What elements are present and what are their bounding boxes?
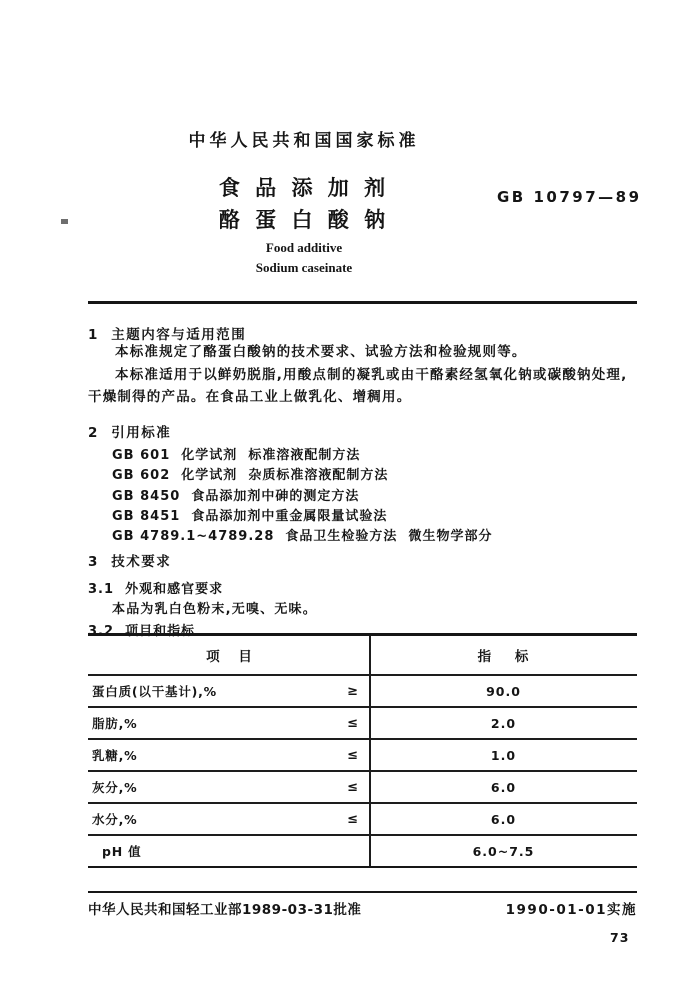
table-header-row bbox=[88, 636, 637, 676]
reference-item: GB 8450 食品添加剂中砷的测定方法 bbox=[112, 488, 360, 504]
table-row bbox=[88, 772, 637, 804]
comparator-symbol: ≤ bbox=[347, 811, 358, 827]
item-value: 6.0~7.5 bbox=[472, 843, 535, 859]
title-cn-line1: 食 品 添 加 剂 bbox=[218, 176, 390, 200]
spec-table bbox=[88, 633, 637, 868]
section-3-1-heading: 3.1 外观和感官要求 bbox=[88, 582, 224, 597]
reference-list bbox=[112, 446, 632, 547]
section-1-body bbox=[88, 341, 642, 409]
section-1-heading: 1 主题内容与适用范围 bbox=[88, 327, 247, 343]
section-2-heading: 2 引用标准 bbox=[88, 425, 172, 441]
reference-item: GB 602 化学试剂 杂质标准溶液配制方法 bbox=[112, 468, 389, 484]
comparator-symbol: ≤ bbox=[347, 779, 358, 795]
reference-item: GB 8451 食品添加剂中重金属限量试验法 bbox=[112, 508, 388, 524]
section-3-1-text: 本品为乳白色粉末,无嗅、无味。 bbox=[112, 602, 317, 617]
section-1-paragraph-1: 本标准规定了酪蛋白酸钠的技术要求、试验方法和检验规则等。 bbox=[115, 344, 527, 360]
table-header-value: 指 标 bbox=[477, 649, 530, 665]
table-row bbox=[88, 676, 637, 708]
section-1-paragraph-2: 本标准适用于以鲜奶脱脂,用酸点制的凝乳或由干酪素经氢氧化钠或碳酸钠处理,干燥制得的产品。在食品工业上做乳化、增稠用。 bbox=[88, 366, 628, 405]
item-label: 水分,% bbox=[92, 812, 138, 827]
item-value: 90.0 bbox=[486, 683, 521, 699]
item-value: 2.0 bbox=[490, 715, 517, 731]
item-label: 脂肪,% bbox=[92, 716, 138, 731]
header-divider-rule bbox=[88, 301, 637, 304]
title-en-line1: Food additive bbox=[265, 240, 343, 255]
standard-number: GB 10797—89 bbox=[497, 188, 642, 206]
title-en-line2: Sodium caseinate bbox=[255, 260, 353, 275]
footer-divider-rule bbox=[88, 891, 637, 893]
document-title-cn bbox=[88, 172, 520, 236]
table-row bbox=[88, 804, 637, 836]
item-label: 灰分,% bbox=[92, 780, 138, 795]
scan-artifact-mark bbox=[61, 219, 68, 224]
approval-text: 中华人民共和国轻工业部1989-03-31批准 bbox=[88, 902, 362, 918]
item-label: 乳糖,% bbox=[92, 748, 138, 763]
document-title-en bbox=[88, 238, 520, 278]
table-header-item: 项 目 bbox=[206, 649, 252, 665]
national-standard-header: 中华人民共和国国家标准 bbox=[188, 131, 420, 151]
implementation-text: 1990-01-01实施 bbox=[505, 902, 637, 918]
section-3-2-heading: 3.2 项目和指标 bbox=[88, 624, 196, 639]
table-row bbox=[88, 836, 637, 866]
item-value: 6.0 bbox=[490, 811, 517, 827]
page-number: 73 bbox=[610, 930, 630, 945]
table-row bbox=[88, 708, 637, 740]
item-label: 蛋白质(以干基计),% bbox=[92, 684, 217, 699]
comparator-symbol: ≤ bbox=[347, 715, 358, 731]
table-column-divider bbox=[369, 636, 371, 866]
reference-item: GB 4789.1~4789.28 食品卫生检验方法 微生物学部分 bbox=[112, 529, 493, 545]
section-3-heading: 3 技术要求 bbox=[88, 554, 172, 570]
item-value: 1.0 bbox=[490, 747, 517, 763]
comparator-symbol: ≥ bbox=[347, 683, 358, 699]
reference-item: GB 601 化学试剂 标准溶液配制方法 bbox=[112, 448, 361, 463]
item-value: 6.0 bbox=[490, 779, 517, 795]
item-label: pH 值 bbox=[102, 844, 142, 859]
footer bbox=[88, 898, 637, 918]
table-row bbox=[88, 740, 637, 772]
comparator-symbol: ≤ bbox=[347, 747, 358, 763]
title-cn-line2: 酪 蛋 白 酸 钠 bbox=[218, 208, 390, 232]
